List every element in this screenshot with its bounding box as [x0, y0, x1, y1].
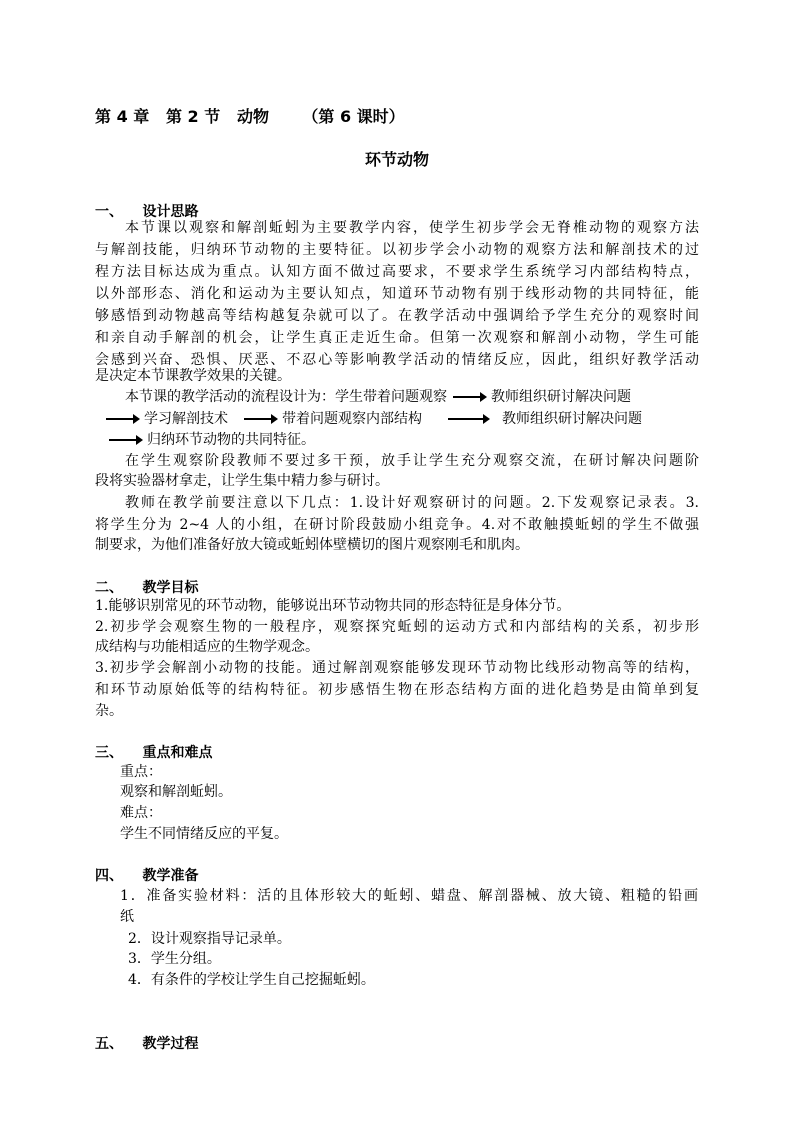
flow-step-3: 学习解剖技术 — [144, 411, 228, 427]
goal-line: 和环节动原始低等的结构特征。初步感悟生物在形态结构方面的进化趋势是由简单到复 — [95, 682, 699, 698]
paragraph-line: 是决定本节课教学效果的关键。 — [95, 368, 291, 384]
goal-line: 1.能够识别常见的环节动物，能够说出环节动物共同的形态特征是身体分节。 — [95, 598, 571, 614]
arrow-right-icon — [109, 439, 141, 441]
paragraph-line: 会感到兴奋、恐惧、厌恶、不忍心等影响教学活动的情绪反应，因此，组织好教学活动 — [95, 352, 699, 368]
flow-step-2: 教师组织研讨解决问题 — [491, 389, 631, 405]
flow-line-2 — [100, 410, 642, 428]
flow-step-intro: 本节课的教学活动的流程设计为：学生带着问题观察 — [125, 389, 447, 405]
key-point-label: 重点： — [120, 764, 162, 780]
difficulty-text: 学生不同情绪反应的平复。 — [120, 826, 288, 842]
prep-item-continued: 纸 — [120, 909, 134, 925]
paragraph-line: 在学生观察阶段教师不要过多干预，放手让学生充分观察交流，在研讨解决问题阶 — [125, 453, 699, 469]
paragraph-line: 将学生分为 2~4 人的小组，在研讨阶段鼓励小组竞争。4.对不敢触摸蚯蚓的学生不做强 — [95, 517, 699, 533]
section-heading-preparation: 四、 教学准备 — [95, 868, 199, 884]
paragraph-line: 教师在教学前要注意以下几点：1.设计好观察研讨的问题。2.下发观察记录表。3. — [125, 495, 699, 511]
arrow-right-icon — [453, 396, 485, 398]
prep-item: 4．有条件的学校让学生自己挖掘蚯蚓。 — [128, 972, 375, 988]
difficulty-label: 难点： — [120, 805, 162, 821]
goal-line: 成结构与功能相适应的生物学观念。 — [95, 639, 319, 655]
chapter-title: 第 4 章 第 2 节 动物 （第 6 课时） — [95, 107, 405, 126]
paragraph-line: 以外部形态、消化和运动为主要认知点，知道环节动物有别于线形动物的共同特征，能 — [95, 286, 699, 302]
section-heading-key-points: 三、 重点和难点 — [95, 745, 213, 761]
prep-item: 3．学生分组。 — [128, 951, 221, 967]
section-heading-goals: 二、 教学目标 — [95, 580, 199, 596]
goal-line: 3.初步学会解剖小动物的技能。通过解剖观察能够发现环节动物比线形动物高等的结构， — [95, 660, 699, 676]
flow-step-4: 带着问题观察内部结构 — [282, 411, 422, 427]
section-heading-design: 一、 设计思路 — [95, 204, 199, 220]
flow-line-3 — [103, 431, 315, 449]
paragraph-line: 与解剖技能，归纳环节动物的主要特征。以初步学会小动物的观察方法和解剖技术的过 — [95, 242, 699, 258]
flow-step-5: 教师组织研讨解决问题 — [502, 411, 642, 427]
key-point-text: 观察和解剖蚯蚓。 — [120, 784, 232, 800]
goal-line: 2.初步学会观察生物的一般程序，观察探究蚯蚓的运动方式和内部结构的关系，初步形 — [95, 619, 699, 635]
paragraph-line: 和亲自动手解剖的机会，让学生真正走近生命。但第一次观察和解剖小动物，学生可能 — [95, 330, 699, 346]
prep-item: 2．设计观察指导记录单。 — [128, 931, 291, 947]
paragraph-line: 本节课以观察和解剖蚯蚓为主要教学内容，使学生初步学会无脊椎动物的观察方法 — [125, 220, 699, 236]
flow-step-6: 归纳环节动物的共同特征。 — [147, 432, 315, 448]
flow-line-1 — [125, 388, 631, 406]
section-heading-process: 五、 教学过程 — [95, 1036, 199, 1052]
paragraph-line: 制要求，为他们准备好放大镜或蚯蚓体壁横切的图片观察刚毛和肌肉。 — [95, 537, 529, 553]
paragraph-line: 够感悟到动物越高等结构越复杂就可以了。在教学活动中强调给予学生充分的观察时间 — [95, 308, 699, 324]
goal-line: 杂。 — [95, 703, 123, 719]
arrow-right-icon — [448, 418, 488, 420]
paragraph-line: 段将实验器材拿走，让学生集中精力参与研讨。 — [95, 473, 389, 489]
prep-item: 1．准备实验材料：活的且体形较大的蚯蚓、蜡盘、解剖器械、放大镜、粗糙的铅画 — [120, 888, 698, 904]
lesson-title: 环节动物 — [364, 150, 429, 169]
paragraph-line: 程方法目标达成为重点。认知方面不做过高要求，不要求学生系统学习内部结构特点， — [95, 264, 699, 280]
arrow-right-icon — [106, 418, 138, 420]
arrow-right-icon — [244, 418, 276, 420]
